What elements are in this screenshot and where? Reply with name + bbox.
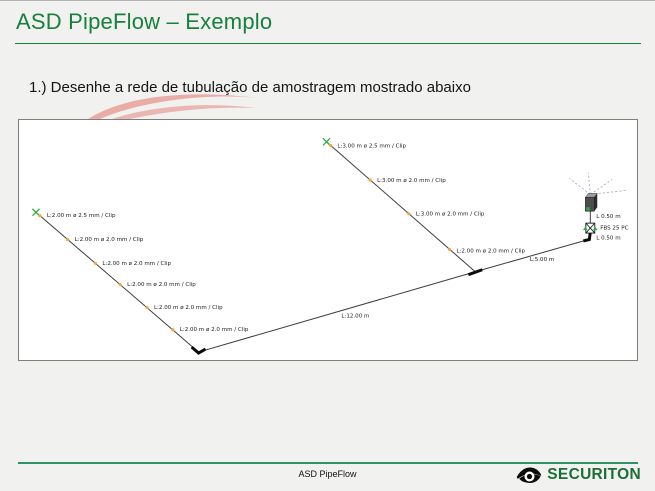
diagram-canvas xyxy=(18,119,638,361)
footer-divider xyxy=(18,462,638,464)
pipe-segment-label: L:2.00 m ø 2.0 mm / Clip xyxy=(127,282,196,289)
pipe-segment-label: L:2.00 m ø 2.5 mm / Clip xyxy=(46,213,116,220)
footer-text: ASD PipeFlow xyxy=(298,469,357,479)
left-endcap-cross-icon xyxy=(32,209,39,216)
right-endcap-cross-icon xyxy=(323,138,330,145)
endcaps xyxy=(32,138,330,215)
device-feed-pipe xyxy=(475,239,590,272)
left-elbow-fitting xyxy=(192,347,206,353)
pipe-network-diagram xyxy=(19,120,637,360)
filter-icon xyxy=(583,223,598,233)
left-branch-labels xyxy=(47,213,249,333)
pipe-segment-label: L:2.00 m ø 2.0 mm / Clip xyxy=(153,304,223,311)
securiton-watermark-swoosh-icon xyxy=(88,89,260,121)
pipes xyxy=(36,142,590,352)
detector-rays-icon xyxy=(569,173,626,195)
device-outlet-length-label: L 0.50 m xyxy=(596,235,621,242)
right-branch-pipe xyxy=(327,142,476,272)
pipe-segment-label: L:3.00 m ø 2.0 mm / Clip xyxy=(377,177,446,184)
eye-icon xyxy=(516,467,542,484)
sampling-hole xyxy=(448,248,451,251)
pipe-segment-label: L:2.00 m ø 2.0 mm / Clip xyxy=(179,327,249,334)
sampling-hole xyxy=(145,306,148,309)
slide-subtitle: 1.) Desenhe a rede de tubulação de amostragem mostrado abaixo xyxy=(29,79,471,96)
title-divider xyxy=(15,43,641,44)
filter-name-label: FBS 25 PC xyxy=(600,225,629,232)
sampling-hole xyxy=(171,328,174,331)
branch-feed-pipe xyxy=(199,272,476,352)
pipe-segment-label: L:2.00 m ø 2.0 mm / Clip xyxy=(74,236,144,243)
pipe-segment-label: L:3.00 m ø 2.0 mm / Clip xyxy=(415,211,485,218)
sampling-hole xyxy=(94,262,97,265)
device-feed-length-label: L:5.00 m xyxy=(529,256,555,263)
securiton-logo xyxy=(516,466,641,484)
sampling-hole xyxy=(119,283,122,286)
sampling-hole xyxy=(38,214,41,217)
branch-feed-length-label: L:12.00 m xyxy=(341,313,370,320)
pipe-segment-label: L:2.00 m ø 2.0 mm / Clip xyxy=(456,248,526,255)
sampling-hole xyxy=(329,144,332,147)
pipe-segment-label: L:2.00 m ø 2.0 mm / Clip xyxy=(102,260,172,267)
slide-title: ASD PipeFlow – Exemplo xyxy=(16,9,273,34)
aspirating-detector-icon xyxy=(585,193,597,211)
right-branch-labels xyxy=(337,143,525,254)
sampling-hole xyxy=(369,178,372,181)
brand-name: SECURITON xyxy=(547,466,641,483)
pipe-fittings xyxy=(192,232,591,353)
sampling-hole xyxy=(66,238,69,241)
device-inlet-length-label: L 0.50 m xyxy=(596,214,621,221)
sampling-hole xyxy=(407,212,410,215)
pipe-segment-label: L:3.00 m ø 2.5 mm / Clip xyxy=(337,143,407,150)
tee-fitting xyxy=(468,270,482,275)
